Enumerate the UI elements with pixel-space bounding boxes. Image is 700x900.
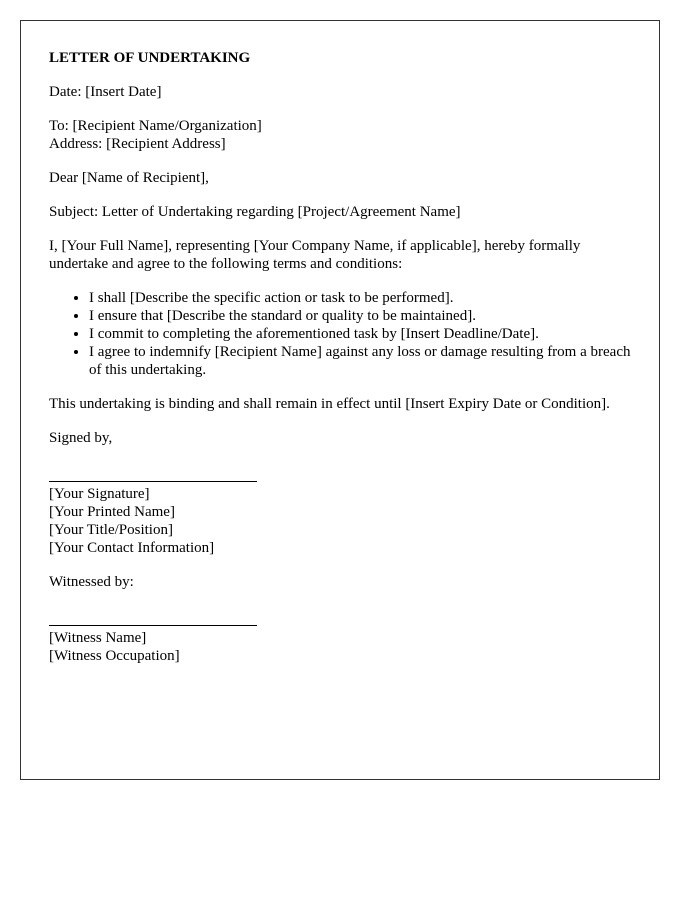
letter-document [20, 20, 660, 780]
subject-line: Subject: Letter of Undertaking regarding [Project/Agreement Name] [49, 204, 461, 220]
list-item: • I agree to indemnify [Recipient Name] against any loss or damage resulting from a breach of this undertaking. [89, 343, 631, 379]
date-line: Date: [Insert Date] [49, 84, 162, 100]
recipient-to: To: [Recipient Name/Organization] [49, 118, 262, 134]
title-position-placeholder: [Your Title/Position] [49, 522, 173, 538]
list-item: • I shall [Describe the specific action or task to be performed]. [89, 289, 631, 307]
signed-by-label: Signed by, [49, 430, 113, 446]
signature-line [49, 480, 257, 482]
signature-placeholder: [Your Signature] [49, 486, 150, 502]
list-item: • I ensure that [Describe the standard or quality to be maintained]. [89, 307, 631, 325]
intro-paragraph: I, [Your Full Name], representing [Your Company Name, if applicable], hereby formally undertake and agree to the following terms and conditions: [49, 238, 581, 272]
letter-title: LETTER OF UNDERTAKING [49, 50, 251, 66]
signature-block [49, 485, 631, 557]
witness-block [49, 629, 631, 665]
terms-list [49, 289, 631, 379]
witness-name-placeholder: [Witness Name] [49, 630, 147, 646]
witnessed-by-label: Witnessed by: [49, 574, 134, 590]
witness-occupation-placeholder: [Witness Occupation] [49, 648, 180, 664]
salutation: Dear [Name of Recipient], [49, 170, 209, 186]
contact-info-placeholder: [Your Contact Information] [49, 540, 215, 556]
printed-name-placeholder: [Your Printed Name] [49, 504, 175, 520]
witness-signature-line [49, 624, 257, 626]
recipient-address: Address: [Recipient Address] [49, 136, 226, 152]
list-item: • I commit to completing the aforementioned task by [Insert Deadline/Date]. [89, 325, 631, 343]
recipient-block [49, 117, 631, 153]
binding-paragraph: This undertaking is binding and shall remain in effect until [Insert Expiry Date or Condition]. [49, 396, 610, 412]
